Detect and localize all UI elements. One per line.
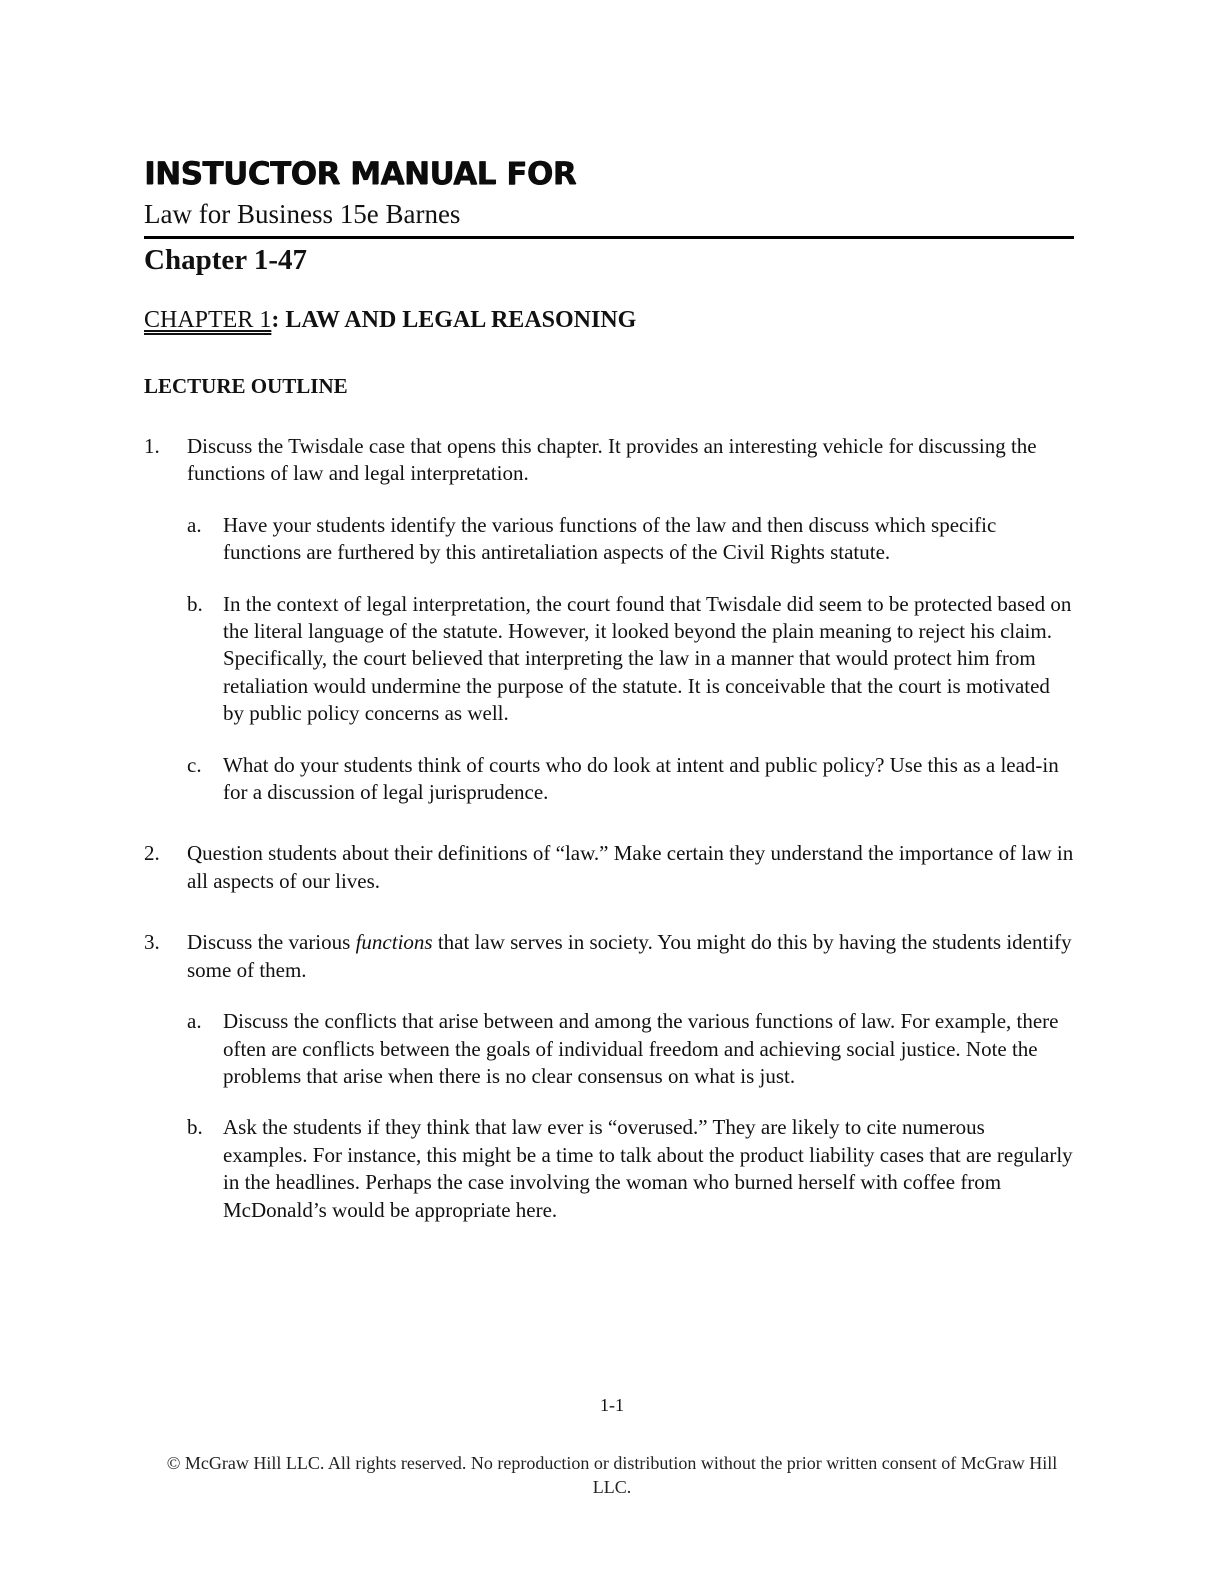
subitem-text: Discuss the conflicts that arise between and among the various functions of law. For example, there often are conflicts between the goals of individual freedom and achieving social justice. Note the problems that arise when there is no clear consensus on what is just. [223, 1009, 1059, 1088]
book-title: Law for Business 15e Barnes [144, 199, 461, 229]
outline-item-1b [144, 591, 1074, 728]
item-text-before: Discuss the various [187, 930, 356, 955]
outline-item-2 [144, 840, 1074, 895]
item-text-after: that law serves in society. You might do this by having the students identify some of them. [187, 930, 1072, 982]
outline-item-1c [144, 752, 1074, 807]
document-header [144, 154, 1074, 279]
item-text-italic: functions [355, 930, 433, 955]
item-number: 3. [144, 930, 160, 955]
subitem-text: In the context of legal interpretation, the court found that Twisdale did seem to be protected based on the literal language of the statute. However, it looked beyond the plain meaning to reject his claim. Specifically, the court believed that interpreting the law in a manner that would protect him from retaliation would undermine the purpose of the statute. It is conceivable that the court is motivated by public policy concerns as well. [223, 591, 1072, 726]
chapter-title: LAW AND LEGAL REASONING [285, 307, 637, 333]
subitem-letter: b. [187, 591, 203, 616]
manual-title: INSTUCTOR MANUAL FOR [144, 156, 576, 192]
outline-item-1a [144, 512, 1074, 567]
item-text: Discuss the Twisdale case that opens this chapter. It provides an interesting vehicle for discussing the functions of law and legal interpretation. [187, 434, 1037, 486]
outline-item-3a [144, 1008, 1074, 1090]
subitem-text: What do your students think of courts who do look at intent and public policy? Use this as a lead-in for a discussion of legal jurisprudence. [223, 752, 1059, 805]
copyright-notice: © McGraw Hill LLC. All rights reserved. No reproduction or distribution without the prior written consent of McGraw Hill LLC. [166, 1453, 1058, 1497]
item-text: Question students about their definitions of “law.” Make certain they understand the importance of law in all aspects of our lives. [187, 841, 1074, 893]
section-heading: LECTURE OUTLINE [144, 374, 348, 398]
chapter-range: Chapter 1-47 [144, 244, 307, 276]
subitem-text: Ask the students if they think that law ever is “overused.” They are likely to cite numerous examples. For instance, this might be a time to talk about the product liability cases that are regularly in the headlines. Perhaps the case involving the woman who burned herself with coffee from McDonald’s would be appropriate here. [223, 1115, 1073, 1222]
header-rule [144, 236, 1074, 239]
item-number: 2. [144, 841, 160, 866]
subitem-letter: c. [187, 752, 202, 777]
chapter-separator: : [271, 307, 286, 333]
outline-item-1 [144, 433, 1074, 488]
subitem-letter: a. [187, 512, 202, 537]
outline-item-3 [144, 929, 1074, 984]
page-number: 1-1 [600, 1395, 624, 1415]
outline-item-3b [144, 1114, 1074, 1224]
chapter-label: CHAPTER 1 [144, 307, 272, 333]
subitem-letter: b. [187, 1115, 203, 1140]
item-number: 1. [144, 434, 160, 458]
chapter-heading [144, 304, 636, 336]
subitem-text: Have your students identify the various functions of the law and then discuss which specific functions are furthered by this antiretaliation aspects of the Civil Rights statute. [223, 512, 997, 565]
lecture-outline [144, 433, 1074, 1224]
subitem-letter: a. [187, 1009, 202, 1034]
